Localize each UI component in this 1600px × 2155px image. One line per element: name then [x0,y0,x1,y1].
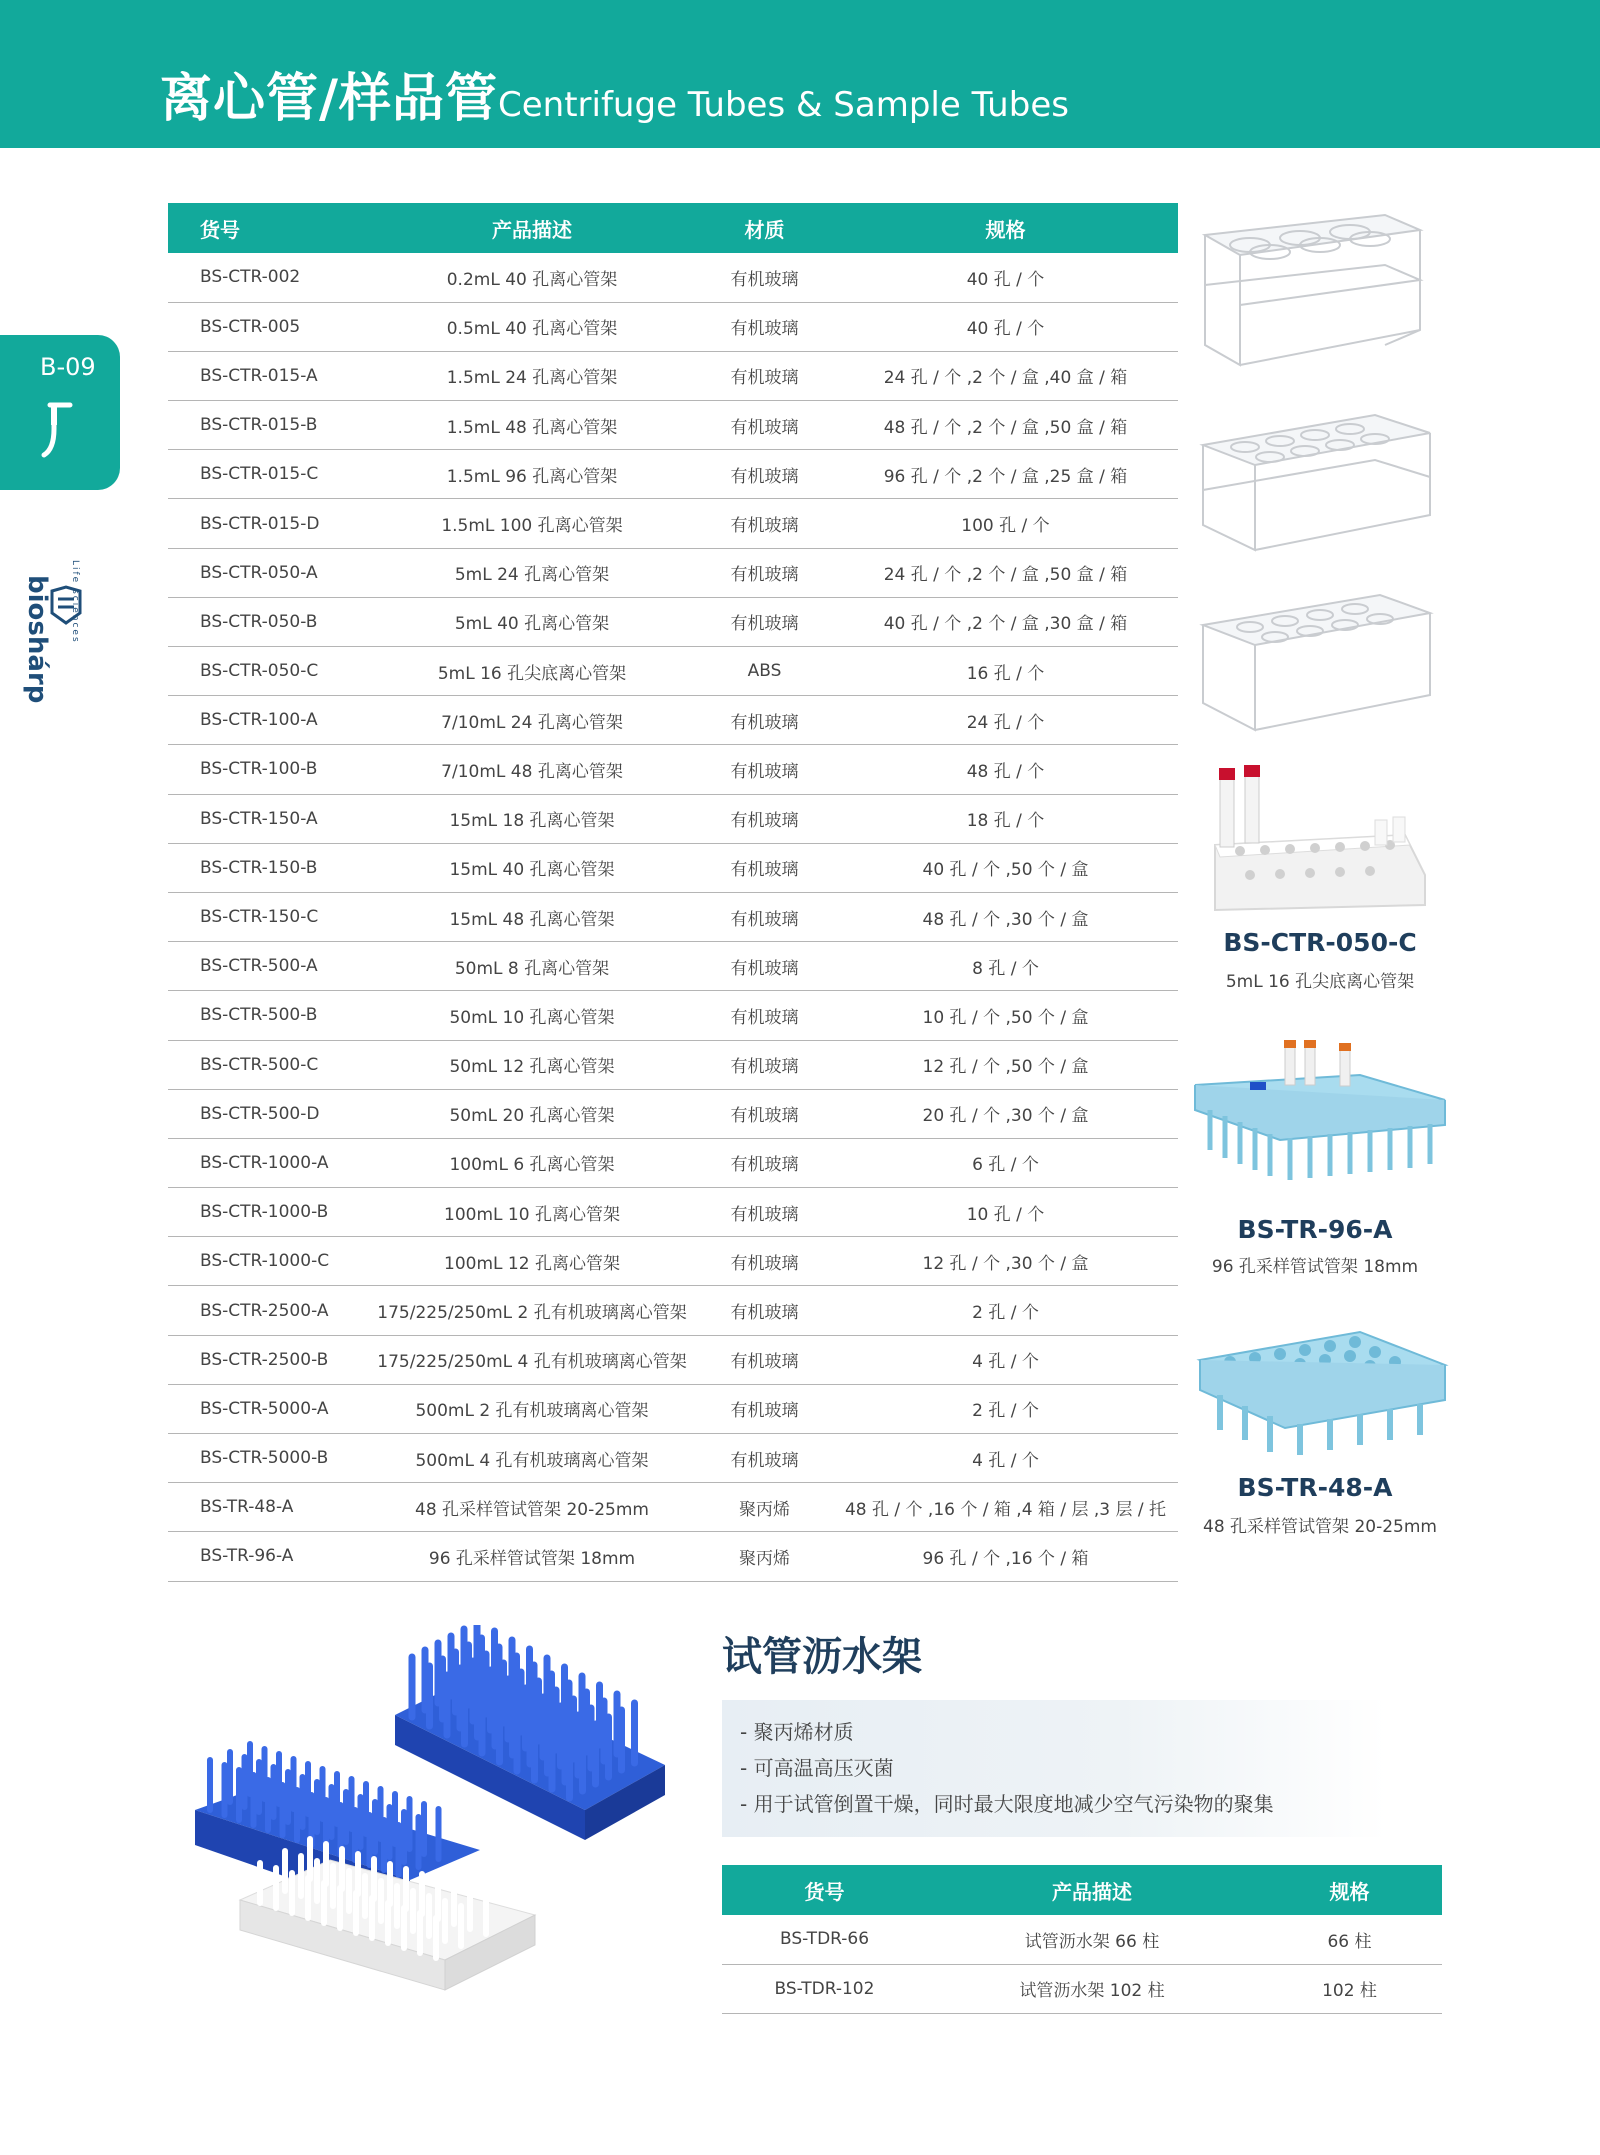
cell-sku: BS-CTR-015-D [168,499,368,548]
cell-desc: 5mL 16 孔尖底离心管架 [368,647,696,696]
cell-spec: 40 孔 / 个 [833,302,1178,351]
cell-desc: 0.5mL 40 孔离心管架 [368,302,696,351]
table-row [722,1915,1442,1964]
cell-desc: 0.2mL 40 孔离心管架 [368,253,696,302]
drain-rack-photo [190,1625,680,1995]
cell-sku: BS-CTR-015-A [168,351,368,400]
cell-sku: BS-CTR-500-B [168,991,368,1040]
abs-rack-photo [1205,765,1430,915]
cell-material: 有机玻璃 [696,499,833,548]
table-row [168,302,1178,351]
cell-material: 有机玻璃 [696,1089,833,1138]
cell-material: 有机玻璃 [696,942,833,991]
cell-spec: 24 孔 / 个 ,2 个 / 盒 ,40 盒 / 箱 [833,351,1178,400]
cell-material: 有机玻璃 [696,1434,833,1483]
tr96-rack-photo [1190,1040,1450,1190]
cell-material: 有机玻璃 [696,794,833,843]
logo-tagline: Life sciences [70,560,80,644]
table-row [168,450,1178,499]
cell-sku: BS-CTR-100-A [168,696,368,745]
table-row [168,1237,1178,1286]
cell-desc: 96 孔采样管试管架 18mm [368,1532,696,1581]
cell-spec: 66 柱 [1257,1915,1442,1964]
caption-desc-tr48a: 48 孔采样管试管架 20-25mm [1203,1517,1437,1537]
cell-desc: 100mL 10 孔离心管架 [368,1188,696,1237]
caption-code-ctr050c: BS-CTR-050-C [1223,928,1417,957]
cell-material: 有机玻璃 [696,843,833,892]
table-row [168,1434,1178,1483]
cell-spec: 6 孔 / 个 [833,1138,1178,1187]
cell-sku: BS-CTR-2500-A [168,1286,368,1335]
cell-desc: 100mL 12 孔离心管架 [368,1237,696,1286]
cell-desc: 1.5mL 48 孔离心管架 [368,401,696,450]
cell-material: 有机玻璃 [696,597,833,646]
feature-item: - 可高温高压灭菌 [740,1756,894,1780]
cell-spec: 40 孔 / 个 ,2 个 / 盒 ,30 盒 / 箱 [833,597,1178,646]
cell-sku: BS-CTR-5000-A [168,1384,368,1433]
cell-desc: 50mL 8 孔离心管架 [368,942,696,991]
cell-material: 聚丙烯 [696,1483,833,1532]
caption-desc-ctr050c: 5mL 16 孔尖底离心管架 [1225,972,1415,992]
caption-desc-tr96a: 96 孔采样管试管架 18mm [1211,1257,1419,1277]
table-row [168,942,1178,991]
page-title [160,56,1069,131]
cell-spec: 20 孔 / 个 ,30 个 / 盒 [833,1089,1178,1138]
centrifuge-rack-table [168,203,1178,1582]
cell-material: 有机玻璃 [696,548,833,597]
cell-sku: BS-CTR-002 [168,253,368,302]
col-header-material: 材质 [696,203,833,253]
cell-material: 有机玻璃 [696,696,833,745]
cell-desc: 50mL 12 孔离心管架 [368,1040,696,1089]
cell-material: 有机玻璃 [696,1286,833,1335]
table-row [168,1089,1178,1138]
cell-sku: BS-CTR-2500-B [168,1335,368,1384]
caption-code-tr48a: BS-TR-48-A [1237,1473,1393,1502]
cell-spec: 10 孔 / 个 [833,1188,1178,1237]
cell-desc: 15mL 40 孔离心管架 [368,843,696,892]
table-row [168,794,1178,843]
table-row [168,499,1178,548]
cell-material: 有机玻璃 [696,1237,833,1286]
table-row [168,1286,1178,1335]
table-row [168,991,1178,1040]
col-header-desc: 产品描述 [927,1865,1257,1915]
cell-material: 有机玻璃 [696,1384,833,1433]
cell-spec: 96 孔 / 个 ,2 个 / 盒 ,25 盒 / 箱 [833,450,1178,499]
cell-desc: 试管沥水架 102 柱 [927,1964,1257,2013]
feature-item: - 聚丙烯材质 [740,1720,854,1744]
cell-spec: 4 孔 / 个 [833,1335,1178,1384]
table-row [168,1040,1178,1089]
table-row [168,253,1178,302]
table-row [168,1483,1178,1532]
cell-spec: 96 孔 / 个 ,16 个 / 箱 [833,1532,1178,1581]
cell-desc: 1.5mL 100 孔离心管架 [368,499,696,548]
cell-sku: BS-CTR-150-A [168,794,368,843]
cell-sku: BS-CTR-100-B [168,745,368,794]
table-row [722,1964,1442,2013]
cell-material: 有机玻璃 [696,1138,833,1187]
cell-spec: 12 孔 / 个 ,30 个 / 盒 [833,1237,1178,1286]
cell-desc: 5mL 24 孔离心管架 [368,548,696,597]
cell-desc: 50mL 20 孔离心管架 [368,1089,696,1138]
cell-material: 有机玻璃 [696,351,833,400]
cell-desc: 试管沥水架 66 柱 [927,1915,1257,1964]
cell-sku: BS-CTR-150-C [168,892,368,941]
feature-item: - 用于试管倒置干燥，同时最大限度地减少空气污染物的聚集 [740,1792,1274,1816]
table-header-row [722,1865,1442,1915]
cell-spec: 48 孔 / 个 ,30 个 / 盒 [833,892,1178,941]
logo-wordmark: bioshárp [22,575,52,704]
cell-desc: 5mL 40 孔离心管架 [368,597,696,646]
drain-rack-features [722,1700,1387,1837]
drain-rack-title: 试管沥水架 [722,1634,922,1680]
cell-material: 有机玻璃 [696,991,833,1040]
page-title-en: Centrifuge Tubes & Sample Tubes [498,85,1069,125]
cell-spec: 48 孔 / 个 [833,745,1178,794]
cell-spec: 2 孔 / 个 [833,1384,1178,1433]
cell-sku: BS-CTR-1000-A [168,1138,368,1187]
cell-sku: BS-TDR-102 [722,1964,927,2013]
cell-sku: BS-CTR-500-C [168,1040,368,1089]
cell-spec: 4 孔 / 个 [833,1434,1178,1483]
acrylic-rack-photo-2 [1195,405,1435,555]
cell-spec: 102 柱 [1257,1964,1442,2013]
table-row [168,1532,1178,1581]
cell-sku: BS-CTR-500-A [168,942,368,991]
table-row [168,745,1178,794]
table-row [168,1138,1178,1187]
cell-sku: BS-TR-48-A [168,1483,368,1532]
cell-material: 有机玻璃 [696,450,833,499]
cell-spec: 40 孔 / 个 ,50 个 / 盒 [833,843,1178,892]
table-row [168,1335,1178,1384]
page-code: B-09 [40,353,96,381]
cell-desc: 1.5mL 24 孔离心管架 [368,351,696,400]
cell-desc: 7/10mL 24 孔离心管架 [368,696,696,745]
cell-sku: BS-CTR-005 [168,302,368,351]
cell-desc: 500mL 2 孔有机玻璃离心管架 [368,1384,696,1433]
cell-material: 有机玻璃 [696,1188,833,1237]
drain-rack-table [722,1865,1442,2014]
table-row [168,401,1178,450]
cell-spec: 48 孔 / 个 ,16 个 / 箱 ,4 箱 / 层 ,3 层 / 托 [833,1483,1178,1532]
caption-code-tr96a: BS-TR-96-A [1237,1215,1393,1244]
table-row [168,647,1178,696]
cell-desc: 1.5mL 96 孔离心管架 [368,450,696,499]
cell-material: 有机玻璃 [696,401,833,450]
cell-sku: BS-TDR-66 [722,1915,927,1964]
cell-material: 有机玻璃 [696,745,833,794]
table-row [168,351,1178,400]
cell-sku: BS-CTR-015-C [168,450,368,499]
cell-sku: BS-CTR-1000-C [168,1237,368,1286]
table-row [168,892,1178,941]
tr48-rack-photo [1190,1320,1450,1460]
cell-spec: 18 孔 / 个 [833,794,1178,843]
cell-desc: 50mL 10 孔离心管架 [368,991,696,1040]
cell-desc: 48 孔采样管试管架 20-25mm [368,1483,696,1532]
table-row [168,548,1178,597]
cell-desc: 500mL 4 孔有机玻璃离心管架 [368,1434,696,1483]
cell-sku: BS-CTR-500-D [168,1089,368,1138]
cell-sku: BS-TR-96-A [168,1532,368,1581]
cell-sku: BS-CTR-015-B [168,401,368,450]
cell-sku: BS-CTR-050-C [168,647,368,696]
col-header-desc: 产品描述 [368,203,696,253]
table-row [168,843,1178,892]
cell-spec: 100 孔 / 个 [833,499,1178,548]
cell-material: 有机玻璃 [696,892,833,941]
cell-desc: 100mL 6 孔离心管架 [368,1138,696,1187]
cell-spec: 24 孔 / 个 [833,696,1178,745]
table-row [168,696,1178,745]
cell-desc: 15mL 18 孔离心管架 [368,794,696,843]
section-side-tab [0,335,120,490]
cell-material: 聚丙烯 [696,1532,833,1581]
cell-spec: 40 孔 / 个 [833,253,1178,302]
cell-spec: 10 孔 / 个 ,50 个 / 盒 [833,991,1178,1040]
cell-desc: 175/225/250mL 4 孔有机玻璃离心管架 [368,1335,696,1384]
cell-material: 有机玻璃 [696,302,833,351]
cell-spec: 24 孔 / 个 ,2 个 / 盒 ,50 盒 / 箱 [833,548,1178,597]
cell-sku: BS-CTR-1000-B [168,1188,368,1237]
category-glyph-icon [40,399,76,459]
cell-material: 有机玻璃 [696,1335,833,1384]
table-header-row [168,203,1178,253]
cell-desc: 15mL 48 孔离心管架 [368,892,696,941]
table-row [168,1188,1178,1237]
cell-sku: BS-CTR-050-A [168,548,368,597]
col-header-sku: 货号 [722,1865,927,1915]
table-row [168,597,1178,646]
page-header [0,0,1600,148]
col-header-spec: 规格 [1257,1865,1442,1915]
cell-spec: 48 孔 / 个 ,2 个 / 盒 ,50 盒 / 箱 [833,401,1178,450]
cell-desc: 7/10mL 48 孔离心管架 [368,745,696,794]
col-header-spec: 规格 [833,203,1178,253]
acrylic-rack-photo-1 [1195,205,1425,370]
col-header-sku: 货号 [168,203,368,253]
page-title-cn: 离心管/样品管 [160,69,498,129]
table-row [168,1384,1178,1433]
cell-desc: 175/225/250mL 2 孔有机玻璃离心管架 [368,1286,696,1335]
cell-sku: BS-CTR-5000-B [168,1434,368,1483]
cell-spec: 2 孔 / 个 [833,1286,1178,1335]
cell-material: 有机玻璃 [696,253,833,302]
cell-sku: BS-CTR-150-B [168,843,368,892]
cell-spec: 12 孔 / 个 ,50 个 / 盒 [833,1040,1178,1089]
cell-material: ABS [696,647,833,696]
cell-sku: BS-CTR-050-B [168,597,368,646]
cell-material: 有机玻璃 [696,1040,833,1089]
cell-spec: 8 孔 / 个 [833,942,1178,991]
acrylic-rack-photo-3 [1195,585,1435,735]
cell-spec: 16 孔 / 个 [833,647,1178,696]
